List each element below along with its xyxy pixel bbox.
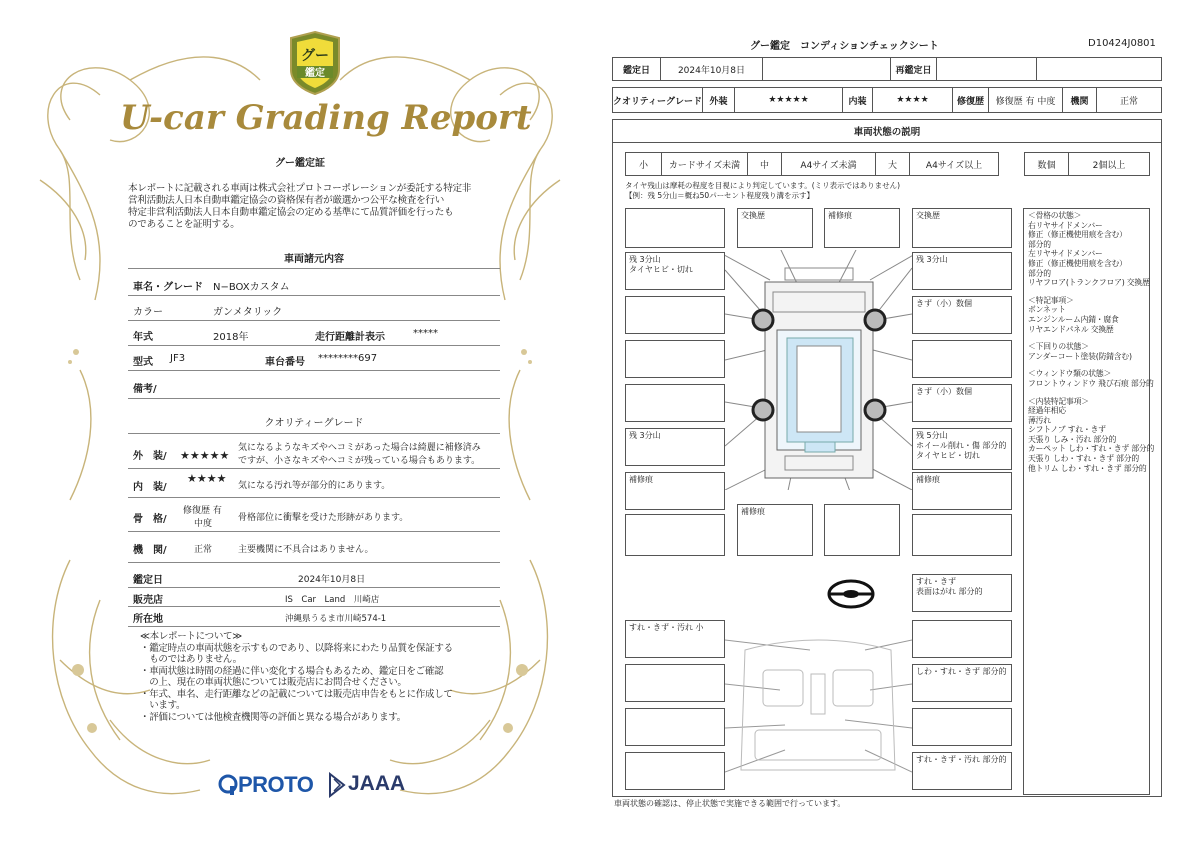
jaaa-logo: JAAA xyxy=(348,772,406,795)
box-text: 表面はがれ 部分的 xyxy=(916,587,983,596)
panel-line: ＜特記事項＞ xyxy=(1028,295,1074,305)
size-mid-desc: A4サイズ未満 xyxy=(782,153,876,175)
panel-line: ＜ウィンドウ類の状態＞ xyxy=(1028,369,1112,379)
appraisal-date-label: 鑑定日 xyxy=(613,58,661,80)
divider xyxy=(128,626,500,627)
date-row xyxy=(612,57,1162,81)
statement-line: 営利活動法人日本自動車鑑定協会の資格保有者が厳選かつ公平な検査を行い xyxy=(128,195,444,206)
damage-box: 補修痕 xyxy=(625,472,725,510)
color-label: カラー xyxy=(133,307,163,318)
panel-line: アンダーコート塗装(防錆含む) xyxy=(1028,351,1132,361)
reappraisal-value xyxy=(937,58,1037,80)
year-label: 年式 xyxy=(133,332,153,343)
mileage-value: ***** xyxy=(413,328,438,339)
damage-box: 交換歴 xyxy=(912,208,1012,248)
engine-label: 機関 xyxy=(1063,88,1097,112)
repair-value: 修復歴 有 中度 xyxy=(989,88,1063,112)
panel-line: ＜骨格の状態＞ xyxy=(1028,211,1082,220)
exterior-stars: ★★★★★ xyxy=(735,88,843,112)
panel-line: 修正（修正機使用痕を含む） xyxy=(1028,258,1127,268)
interior-box xyxy=(912,708,1012,746)
logo-row xyxy=(218,770,418,800)
divider xyxy=(128,370,500,371)
quality-label: クオリティーグレード xyxy=(613,88,703,112)
count-value: 2個以上 xyxy=(1092,160,1126,171)
damage-box: 補修痕 xyxy=(737,504,813,556)
remarks-label: 備考/ xyxy=(133,384,157,395)
address-value: 沖縄県うるま市川崎574-1 xyxy=(285,614,387,624)
panel-line: 天張り しみ・汚れ 部分的 xyxy=(1028,434,1117,444)
panel-line: 部分的 xyxy=(1028,268,1051,278)
divider xyxy=(128,345,500,346)
interior-box: すれ・きず・汚れ 部分的 xyxy=(912,752,1012,790)
panel-line: シフトノブ すれ・きず xyxy=(1028,425,1106,435)
box-text: すれ・きず xyxy=(916,577,956,586)
frame-value: 修復歴 有 xyxy=(183,506,222,516)
panel-spacer xyxy=(1028,389,1145,397)
badge-text-top: グー xyxy=(301,48,329,64)
note-line: ・年式、車名、走行距離などの記載については販売店申告をもとに作成して xyxy=(140,688,453,700)
panel-line: 修正（修正機使用痕を含む） xyxy=(1028,230,1127,240)
panel-line: ＜下回りの状態＞ xyxy=(1028,342,1089,352)
interior-stars: ★★★★ xyxy=(187,472,227,485)
damage-box xyxy=(625,514,725,556)
dealer-label: 販売店 xyxy=(133,595,163,606)
interior-box xyxy=(625,664,725,702)
panel-line: リヤエンドパネル 交換歴 xyxy=(1028,324,1114,334)
panel-line: 右リヤサイドメンバー xyxy=(1028,220,1103,230)
spec-heading: 車両諸元内容 xyxy=(284,254,344,265)
panel-line: 部分的 xyxy=(1028,239,1051,249)
damage-box: 補修痕 xyxy=(824,208,900,248)
repair-label: 修復歴 xyxy=(953,88,989,112)
certificate-title: U-car Grading Report xyxy=(120,98,532,138)
exterior-stars: ★★★★★ xyxy=(180,449,230,462)
size-legend xyxy=(625,152,999,176)
count-label: 数個 xyxy=(1025,153,1069,175)
blank-cell xyxy=(1037,58,1161,80)
document-id: D10424J0801 xyxy=(1088,38,1156,49)
quality-row xyxy=(612,87,1162,113)
car-interior-diagram xyxy=(725,630,912,780)
color-value: ガンメタリック xyxy=(213,307,283,318)
interior-box xyxy=(912,574,1012,612)
divider xyxy=(128,320,500,321)
panel-line: フロントウィンドウ 飛び石痕 部分的 xyxy=(1028,378,1154,388)
box-text: ホイール削れ・傷 部分的 xyxy=(916,441,1007,450)
damage-box: きず（小）数個 xyxy=(912,384,1012,422)
damage-box xyxy=(625,384,725,422)
note-line: ・鑑定時点の車両状態を示すものであり、以降将来にわたり品質を保証する xyxy=(140,642,453,654)
condition-notes-panel xyxy=(1023,208,1155,795)
statement-line: 本レポートに記載される車両は株式会社プロトコーポレーションが委託する特定非 xyxy=(128,183,472,194)
year-value: 2018年 xyxy=(213,332,249,343)
panel-spacer xyxy=(1028,288,1145,296)
chassis-label: 車台番号 xyxy=(265,357,305,368)
report-notes xyxy=(140,631,496,723)
divider xyxy=(128,606,500,607)
damage-box xyxy=(912,428,1012,470)
interior-box: すれ・きず・汚れ 小 xyxy=(625,620,725,658)
proto-logo: PROTO xyxy=(238,772,314,797)
notes-heading: ≪本レポートについて≫ xyxy=(140,631,242,642)
mileage-label: 走行距離計表示 xyxy=(315,332,385,343)
panel-line: 薄汚れ xyxy=(1028,415,1051,425)
panel-line: カーペット しわ・すれ・きず 部分的 xyxy=(1028,444,1155,454)
frame-text: 骨格部位に衝撃を受けた形跡があります。 xyxy=(238,513,409,523)
frame-value-degree: 中度 xyxy=(194,519,213,529)
certificate-statement xyxy=(128,183,498,231)
damage-box xyxy=(912,514,1012,556)
note-line: います。 xyxy=(140,700,186,711)
damage-box: 残 3分山 xyxy=(912,252,1012,290)
blank-cell xyxy=(763,58,891,80)
damage-box: きず（小）数個 xyxy=(912,296,1012,334)
interior-stars: ★★★★ xyxy=(873,88,953,112)
statement-line: のであることを証明する。 xyxy=(128,219,240,230)
damage-box xyxy=(912,340,1012,378)
appraisal-date-value: 2024年10月8日 xyxy=(661,58,763,80)
interior-box xyxy=(912,620,1012,658)
exterior-text: 気になるようなキズやヘコミがあった場合は綺麗に補修済み xyxy=(238,443,481,453)
count-legend xyxy=(1024,152,1150,176)
car-name-value: N−BOXカスタム xyxy=(213,282,290,293)
damage-box xyxy=(625,340,725,378)
panel-line: 左リヤサイドメンバー xyxy=(1028,249,1103,259)
frame-label: 骨 格/ xyxy=(133,514,167,525)
statement-line: 特定非営利活動法人日本自動車鑑定協会の定める基準にて品質評価を行ったも xyxy=(128,207,454,218)
interior-box: しわ・すれ・きず 部分的 xyxy=(912,664,1012,702)
divider xyxy=(128,587,500,588)
size-large: 大 xyxy=(876,153,910,175)
interior-box xyxy=(625,752,725,790)
car-exterior-diagram xyxy=(725,250,912,490)
divider xyxy=(128,268,500,269)
panel-line: 他トリム しわ・すれ・きず 部分的 xyxy=(1028,463,1147,473)
interior-text: 気になる汚れ等が部分的にあります。 xyxy=(238,481,391,491)
certificate-subtitle: グー鑑定証 xyxy=(275,158,325,169)
panel-line: エンジンルーム内錆・腐食 xyxy=(1028,314,1119,324)
exterior-label: 外装 xyxy=(703,88,735,112)
damage-box xyxy=(824,504,900,556)
proto-logo-icon xyxy=(218,774,238,796)
note-line: ・評価については他検査機関等の評価と異なる場合があります。 xyxy=(140,711,406,723)
divider xyxy=(128,468,500,469)
panel-spacer xyxy=(1028,334,1145,342)
damage-box xyxy=(625,252,725,290)
engine-value: 正常 xyxy=(194,545,213,555)
divider xyxy=(128,398,500,399)
engine-text: 主要機関に不具合はありません。 xyxy=(238,545,374,555)
engine-label: 機 関/ xyxy=(133,545,167,556)
exterior-label: 外 装/ xyxy=(133,451,167,462)
interior-box xyxy=(625,708,725,746)
address-label: 所在地 xyxy=(133,614,163,625)
divider xyxy=(128,497,500,498)
quality-heading: クオリティーグレード xyxy=(264,418,364,429)
goo-appraisal-badge xyxy=(287,30,343,96)
sheet-footer: 車両状態の確認は、停止状態で実施できる範囲で行っています。 xyxy=(614,799,846,808)
panel-line: リヤフロア(トランクフロア) 交換歴 xyxy=(1028,278,1150,288)
tire-note-example: 【例：残 5分山＝概ね50パーセント程度残り溝を示す】 xyxy=(625,191,815,200)
model-label: 型式 xyxy=(133,357,153,368)
car-name-label: 車名・グレード xyxy=(133,282,203,293)
condition-check-sheet xyxy=(600,0,1200,848)
box-text: 残 3分山 xyxy=(629,255,661,264)
dealer-value: IS Car Land 川崎店 xyxy=(285,595,380,605)
tire-note: タイヤ残山は摩耗の程度を目視により判定しています。(ミリ表示ではありません) xyxy=(625,181,901,190)
panel-line: ボンネット xyxy=(1028,305,1066,315)
damage-box: 交換歴 xyxy=(737,208,813,248)
interior-label: 内装 xyxy=(843,88,873,112)
appraisal-date-label: 鑑定日 xyxy=(133,575,163,586)
panel-line: 天張り しわ・すれ・きず 部分的 xyxy=(1028,454,1139,464)
box-text: 残 5分山 xyxy=(916,431,948,440)
damage-box: 補修痕 xyxy=(912,472,1012,510)
size-small: 小 xyxy=(626,153,662,175)
model-value: JF3 xyxy=(170,353,186,364)
condition-heading: 車両状態の説明 xyxy=(612,119,1162,143)
steering-wheel-icon xyxy=(826,578,876,610)
damage-box xyxy=(625,296,725,334)
box-text: タイヤヒビ・切れ xyxy=(916,451,980,460)
exterior-text: ですが、小さなキズやヘコミが残っている場合もあります。 xyxy=(238,456,481,466)
damage-box xyxy=(625,208,725,248)
appraisal-date-value: 2024年10月8日 xyxy=(298,575,366,585)
panel-line: 経過年相応 xyxy=(1028,406,1066,416)
sheet-title: グー鑑定 コンディションチェックシート xyxy=(750,41,939,52)
size-small-desc: カードサイズ未満 xyxy=(662,153,748,175)
divider xyxy=(128,562,500,563)
chassis-value: ********697 xyxy=(318,353,378,364)
size-mid: 中 xyxy=(748,153,782,175)
size-large-desc: A4サイズ以上 xyxy=(925,160,983,171)
divider xyxy=(128,295,500,296)
divider xyxy=(128,433,500,434)
engine-value: 正常 xyxy=(1119,96,1138,107)
interior-label: 内 装/ xyxy=(133,482,167,493)
reappraisal-label: 再鑑定日 xyxy=(891,58,937,80)
note-line: ものではありません。 xyxy=(140,654,242,665)
panel-line: ＜内装特記事項＞ xyxy=(1028,396,1089,406)
damage-box: 残 3分山 xyxy=(625,428,725,466)
note-line: ・車両状態は時間の経過に伴い変化する場合もあるため、鑑定日をご確認 xyxy=(140,665,444,677)
divider xyxy=(128,531,500,532)
note-line: の上、現在の車両状態については販売店にお問合せください。 xyxy=(140,677,407,688)
jaaa-logo-icon xyxy=(328,772,346,798)
badge-text-bottom: 鑑定 xyxy=(305,68,325,79)
box-text: タイヤヒビ・切れ xyxy=(629,265,693,274)
